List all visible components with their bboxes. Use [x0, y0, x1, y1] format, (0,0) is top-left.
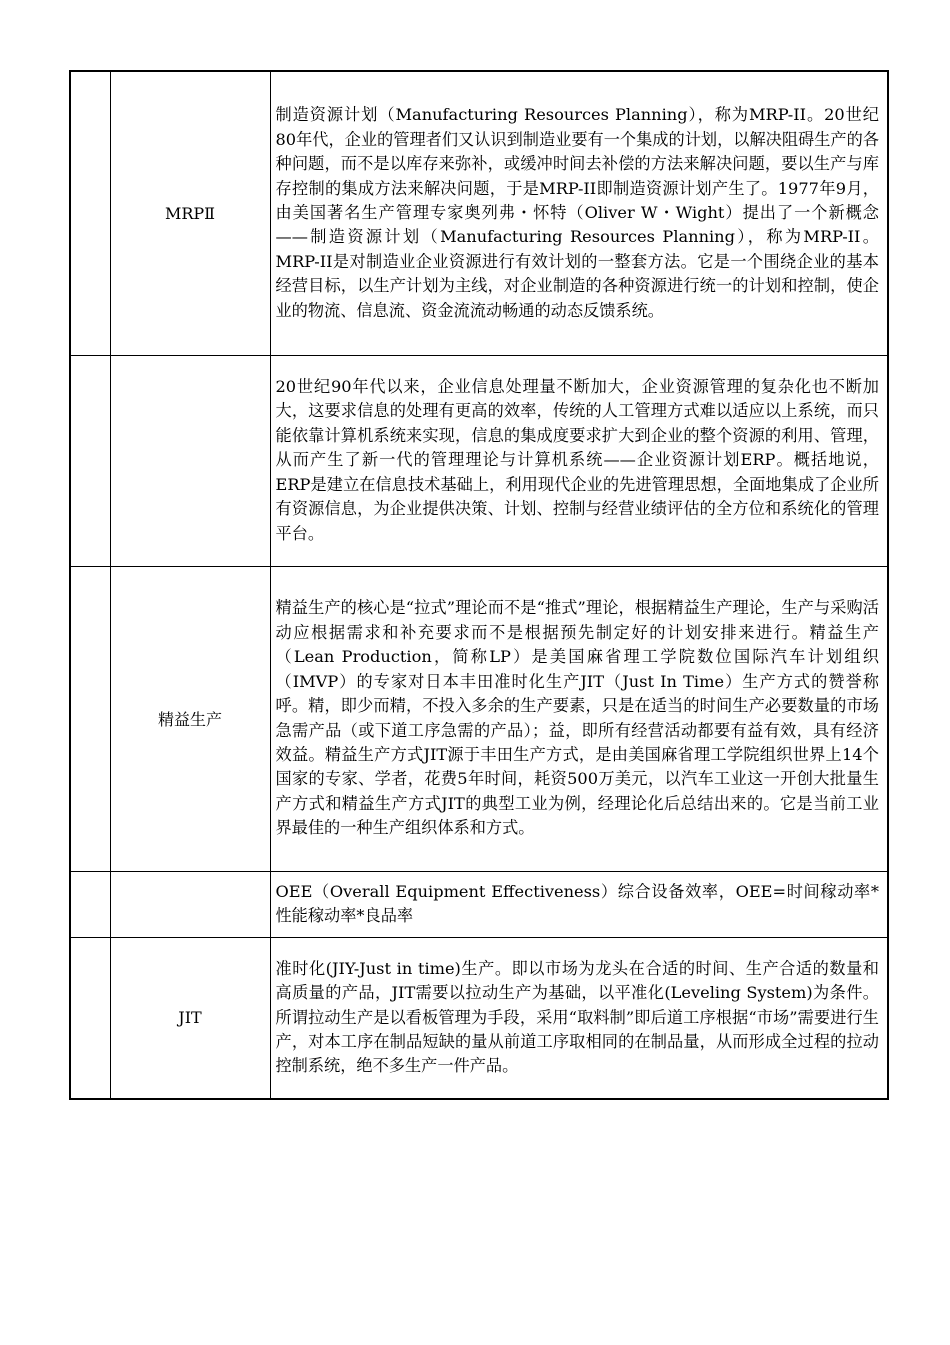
term-cell: JIT: [110, 937, 270, 1099]
glossary-table: [69, 70, 889, 1100]
description-text: OEE（Overall Equipment Effectiveness）综合设备效率，OEE=时间稼动率*性能稼动率*良品率: [275, 881, 879, 925]
description-text: 制造资源计划（Manufacturing Resources Planning），称为MRP-II。20世纪80年代，企业的管理者们又认识到制造业要有一个集成的计划，以解决阻碍生产的各种问题，而不是以库存来弥补，或缓冲时间去补偿的方法来解决问题，要以生产与库存控制的集成方法来解决问题，于是MRP-II即制造资源计划产生了。1977年9月，由美国著名生产管理专家奥列弗・怀特（Oliver W・Wight）提出了一个新概念——制造资源计划（Manufacturing Resources Planning），称为MRP-II。MRP-II是对制造业企业资源进行有效计划的一整套方法。它是一个围绕企业的基本经营目标，以生产计划为主线，对企业制造的各种资源进行统一的计划和控制，使企业的物流、信息流、资金流流动畅通的动态反馈系统。: [275, 105, 879, 320]
description-cell: [270, 566, 888, 871]
description-cell: [270, 937, 888, 1099]
index-cell: [70, 355, 110, 566]
term-cell: [110, 871, 270, 937]
term-cell: 精益生产: [110, 566, 270, 871]
description-text: 精益生产的核心是“拉式”理论而不是“推式”理论，根据精益生产理论，生产与采购活动应根据需求和补充要求而不是根据预先制定好的计划安排来进行。精益生产（Lean Production，简称LP）是美国麻省理工学院数位国际汽车计划组织（IMVP）的专家对日本丰田准时化生产JIT（Just In Time）生产方式的赞誉称呼。精，即少而精，不投入多余的生产要素，只是在适当的时间生产必要数量的市场急需产品（或下道工序急需的产品）；益，即所有经营活动都要有益有效，具有经济效益。精益生产方式JIT源于丰田生产方式，是由美国麻省理工学院组织世界上14个国家的专家、学者，花费5年时间，耗资500万美元，以汽车工业这一开创大批量生产方式和精益生产方式JIT的典型工业为例，经理论化后总结出来的。它是当前工业界最佳的一种生产组织体系和方式。: [275, 598, 879, 838]
term-cell: MRPⅡ: [110, 71, 270, 355]
index-cell: [70, 871, 110, 937]
table-row-lean-production: [70, 566, 888, 871]
table-row-erp: [70, 355, 888, 566]
description-text: 准时化(JIY-Just in time)生产。即以市场为龙头在合适的时间、生产合适的数量和高质量的产品，JIT需要以拉动生产为基础，以平准化(Leveling System)为条件。所谓拉动生产是以看板管理为手段，采用“取料制”即后道工序根据“市场”需要进行生产，对本工序在制品短缺的量从前道工序取相同的在制品量，从而形成全过程的拉动控制系统，绝不多生产一件产品。: [275, 958, 879, 1076]
description-cell: [270, 71, 888, 355]
description-text: 20世纪90年代以来，企业信息处理量不断加大，企业资源管理的复杂化也不断加大，这要求信息的处理有更高的效率，传统的人工管理方式难以适应以上系统，而只能依靠计算机系统来实现，信息的集成度要求扩大到企业的整个资源的利用、管理，从而产生了新一代的管理理论与计算机系统——企业资源计划ERP。概括地说，ERP是建立在信息技术基础上，利用现代企业的先进管理思想，全面地集成了企业所有资源信息，为企业提供决策、计划、控制与经营业绩评估的全方位和系统化的管理平台。: [275, 377, 879, 543]
description-cell: [270, 355, 888, 566]
description-cell: [270, 871, 888, 937]
table-row-jit: [70, 937, 888, 1099]
table-row-oee: [70, 871, 888, 937]
term-cell: [110, 355, 270, 566]
index-cell: [70, 937, 110, 1099]
index-cell: [70, 71, 110, 355]
table-row-mrp2: [70, 71, 888, 355]
index-cell: [70, 566, 110, 871]
